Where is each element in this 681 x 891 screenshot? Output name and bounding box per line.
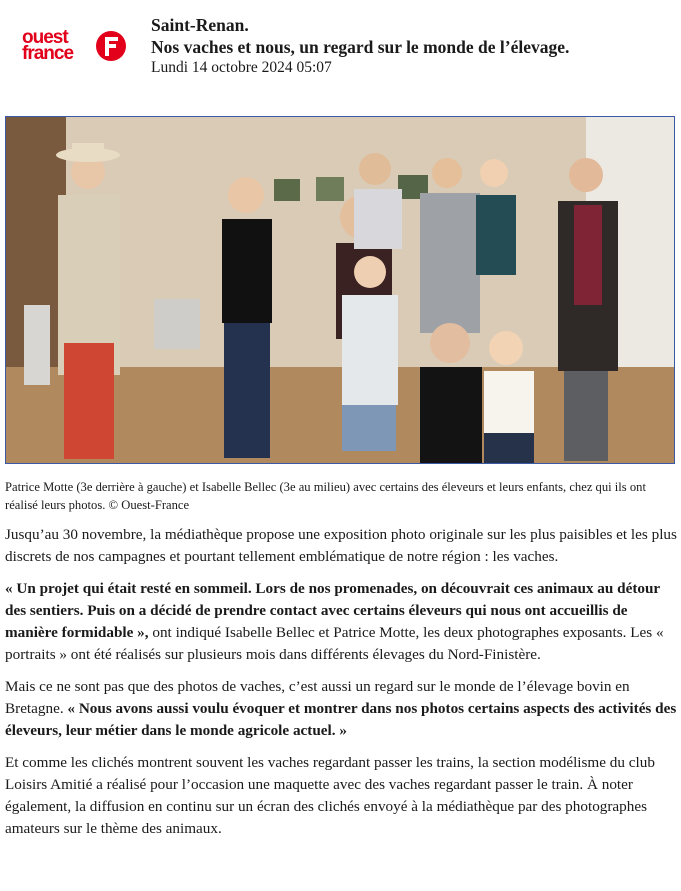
quote-2: « Nous avons aussi voulu évoquer et montrer dans nos photos certains aspects des activités des éleveurs, leur métier dans le monde agricole actuel. » bbox=[5, 700, 677, 739]
paragraph-2-rest: ont indiqué Isabelle Bellec et Patrice Motte, les deux photographes exposants. Les « portraits » ont été réalisés sur plusieurs mois dans différents élevages du Nord-Finistère. bbox=[5, 624, 664, 663]
logo-line-2: france bbox=[22, 43, 74, 64]
article-header bbox=[0, 0, 681, 100]
logo-circle-icon bbox=[96, 31, 126, 61]
paragraph-3-start: Mais ce ne sont pas que des photos de vaches, c’est aussi un regard sur le monde de l’élevage bovin en Bretagne. bbox=[5, 678, 630, 717]
article-body bbox=[5, 524, 677, 850]
ouest-france-logo[interactable] bbox=[22, 27, 128, 66]
photo-caption: Patrice Motte (3e derrière à gauche) et Isabelle Bellec (3e au milieu) avec certains des éleveurs et leurs enfants, chez qui ils ont réalisé leurs photos. © Ouest-France bbox=[5, 480, 646, 512]
article-title: Nos vaches et nous, un regard sur le monde de l’élevage. bbox=[151, 37, 570, 57]
article-paragraph-1: Jusqu’au 30 novembre, la médiathèque propose une exposition photo originale sur les plus paisibles et les plus discrets de nos campagnes et pourtant tellement emblématique de notre région : les vaches. bbox=[5, 526, 677, 565]
logo-line-1: ouest bbox=[22, 27, 68, 48]
article-paragraph-2 bbox=[5, 578, 677, 666]
article-date: Lundi 14 octobre 2024 05:07 bbox=[151, 59, 332, 76]
group-photo-illustration bbox=[6, 117, 674, 463]
article-paragraph-3 bbox=[5, 676, 677, 742]
article-city: Saint-Renan. bbox=[151, 15, 249, 35]
article-photo bbox=[5, 116, 675, 464]
logo-wordmark bbox=[22, 27, 96, 64]
header-text bbox=[151, 14, 671, 78]
article-paragraph-4: Et comme les clichés montrent souvent les vaches regardant passer les trains, la section modélisme du club Loisirs Amitié a réalisé pour l’occasion une maquette avec des vaches regardant passer le train. À noter également, la diffusion en continu sur un écran des clichés envoyé à la médiathèque par des photographes amateurs sur le thème des animaux. bbox=[5, 754, 655, 837]
quote-1: « Un projet qui était resté en sommeil. Lors de nos promenades, on découvrait ces animaux au détour des sentiers. Puis on a décidé de prendre contact avec certains éleveurs qui nous ont accueillis de manière formidable », bbox=[5, 580, 660, 641]
